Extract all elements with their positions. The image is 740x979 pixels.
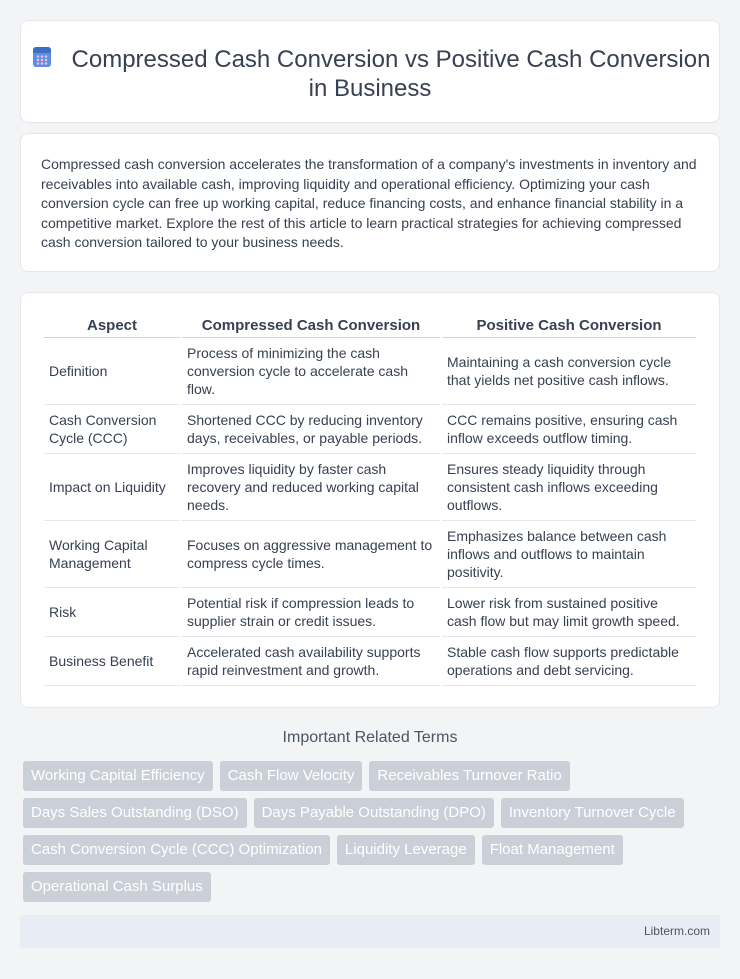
table-row: [44, 521, 696, 588]
related-term-tag[interactable]: Float Management: [482, 835, 623, 865]
comparison-table: [42, 315, 698, 686]
footer: [20, 915, 720, 948]
related-term-tag[interactable]: Days Payable Outstanding (DPO): [254, 798, 494, 828]
related-term-tag[interactable]: Operational Cash Surplus: [23, 872, 211, 902]
row-compressed: Improves liquidity by faster cash recovery and reduced working capital needs.: [182, 454, 440, 521]
row-aspect: Definition: [44, 338, 180, 405]
row-compressed: Shortened CCC by reducing inventory days, receivables, or payable periods.: [182, 405, 440, 454]
table-header-row: [44, 315, 696, 338]
row-aspect: Risk: [44, 588, 180, 637]
page-title-container: [21, 45, 719, 103]
related-terms-list: [23, 761, 713, 909]
related-terms-title: Important Related Terms: [282, 729, 458, 746]
row-aspect: Working Capital Management: [44, 521, 180, 588]
row-compressed: Focuses on aggressive management to compress cycle times.: [182, 521, 440, 588]
title-card: [20, 20, 720, 123]
related-term-tag[interactable]: Liquidity Leverage: [337, 835, 475, 865]
row-positive: CCC remains positive, ensuring cash inflow exceeds outflow timing.: [442, 405, 696, 454]
intro-paragraph: Compressed cash conversion accelerates the transformation of a company's investments in inventory and receivables into available cash, improving liquidity and operational efficiency. Optimizing your cash conversion cycle can free up working capital, reduce financing costs, and enhance financial stability in a competitive market. Explore the rest of this article to learn practical strategies for achieving compressed cash conversion tailored to your business needs.: [41, 156, 697, 251]
related-term-tag[interactable]: Cash Flow Velocity: [220, 761, 363, 791]
intro-card: [20, 133, 720, 272]
header-positive: Positive Cash Conversion: [442, 315, 696, 338]
row-positive: Ensures steady liquidity through consistent cash inflows exceeding outflows.: [442, 454, 696, 521]
footer-brand-link[interactable]: Libterm.com: [643, 924, 710, 938]
row-positive: Emphasizes balance between cash inflows and outflows to maintain positivity.: [442, 521, 696, 588]
related-term-tag[interactable]: Working Capital Efficiency: [23, 761, 213, 791]
page-title: Compressed Cash Conversion vs Positive Cash Conversion in Business: [71, 46, 711, 102]
row-positive: Maintaining a cash conversion cycle that yields net positive cash inflows.: [442, 338, 696, 405]
table-row: [44, 637, 696, 686]
related-term-tag[interactable]: Inventory Turnover Cycle: [501, 798, 684, 828]
related-term-tag[interactable]: Days Sales Outstanding (DSO): [23, 798, 247, 828]
table-row: [44, 588, 696, 637]
header-compressed: Compressed Cash Conversion: [182, 315, 440, 338]
related-term-tag[interactable]: Cash Conversion Cycle (CCC) Optimization: [23, 835, 330, 865]
related-term-tag[interactable]: Receivables Turnover Ratio: [369, 761, 569, 791]
header-aspect: Aspect: [44, 315, 180, 338]
row-aspect: Business Benefit: [44, 637, 180, 686]
row-positive: Stable cash flow supports predictable operations and debt servicing.: [442, 637, 696, 686]
comparison-card: [20, 292, 720, 708]
table-row: [44, 338, 696, 405]
row-compressed: Accelerated cash availability supports rapid reinvestment and growth.: [182, 637, 440, 686]
table-row: [44, 405, 696, 454]
table-row: [44, 454, 696, 521]
row-compressed: Process of minimizing the cash conversion cycle to accelerate cash flow.: [182, 338, 440, 405]
row-aspect: Impact on Liquidity: [44, 454, 180, 521]
row-positive: Lower risk from sustained positive cash flow but may limit growth speed.: [442, 588, 696, 637]
row-aspect: Cash Conversion Cycle (CCC): [44, 405, 180, 454]
calculator-icon: [30, 45, 54, 69]
row-compressed: Potential risk if compression leads to supplier strain or credit issues.: [182, 588, 440, 637]
